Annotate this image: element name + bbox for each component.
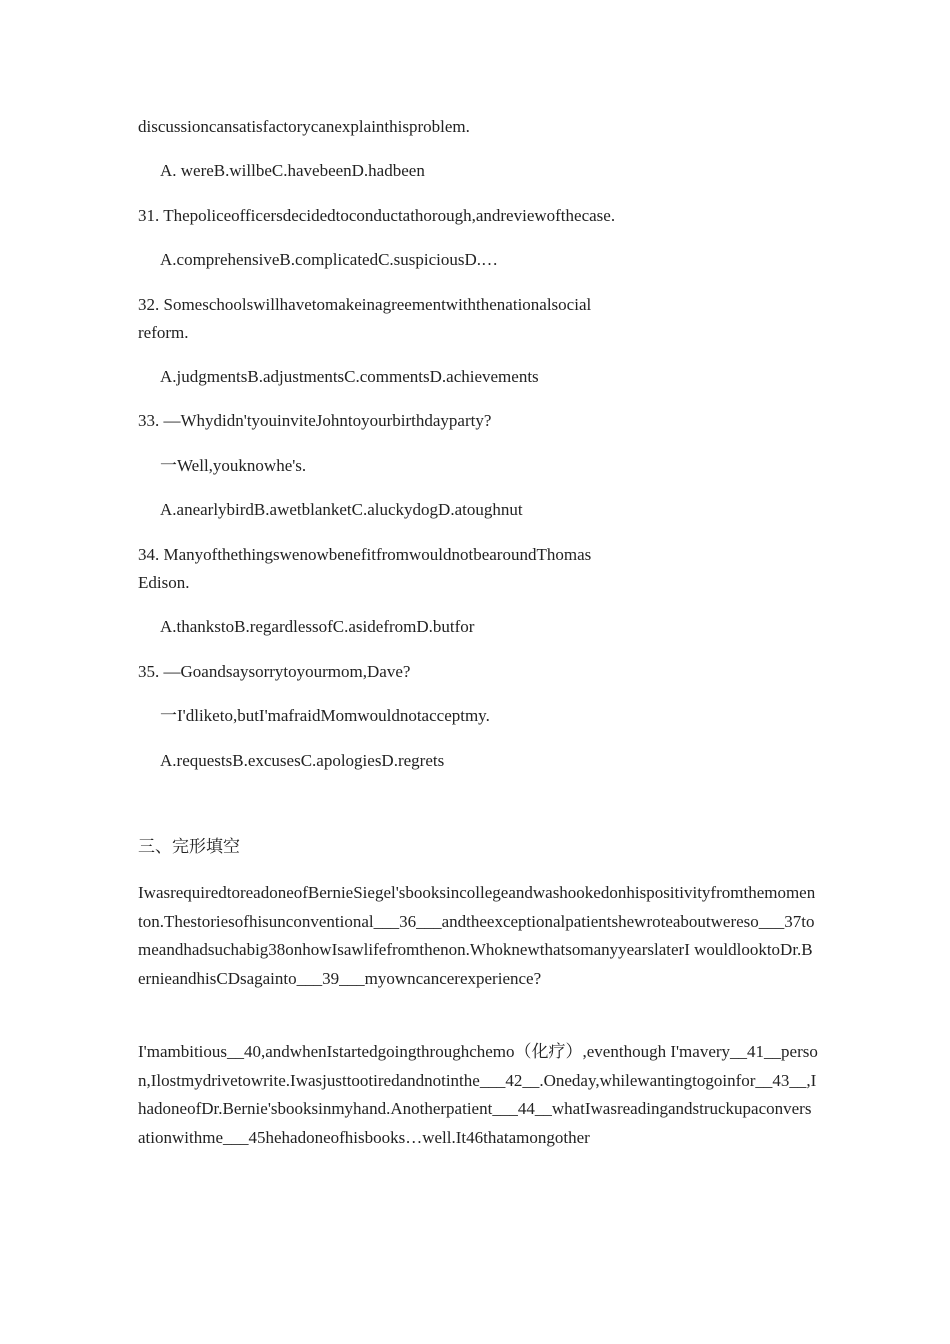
question-32-stem: 32. Someschoolswillhavetomakeinagreementwiththenationalsocial [138, 295, 592, 314]
question-35-options: A.requestsB.excusesC.apologiesD.regrets [160, 751, 445, 770]
question-33-options: A.anearlybirdB.awetblanketC.aluckydogD.atoughnut [160, 500, 523, 519]
question-31-options: A.comprehensiveB.complicatedC.suspiciousD.… [160, 250, 499, 269]
question-30-options: A. wereB.willbeC.havebeenD.hadbeen [160, 161, 425, 180]
question-32-stem-continued: reform. [138, 323, 189, 342]
question-35-stem: 35. —Goandsaysorrytoyourmom,Dave? [138, 662, 411, 681]
question-31-stem: 31. Thepoliceofficersdecidedtoconductathorough,andreviewofthecase. [138, 206, 616, 225]
question-34-options: A.thankstoB.regardlessofC.asidefromD.butfor [160, 617, 475, 636]
question-32-options: A.judgmentsB.adjustmentsC.commentsD.achievements [160, 367, 539, 386]
cloze-paragraph-2: I'mambitious__40,andwhenIstartedgoingthroughchemo（化疗）,eventhough I'mavery__41__person,Ilostmydrivetowrite.Iwasjusttootiredandnotinthe___42__.Oneday,whilewantingtogoinfor__43__,IhadoneofDr.Bernie'sbooksinmyhand.Anotherpatient___44__whatIwasreadingandstruckupaconversationwithme___45hehadoneofhisbooks…well.It46thatamongother [138, 1042, 818, 1147]
question-34-stem: 34. ManyofthethingswenowbenefitfromwouldnotbearoundThomas [138, 545, 592, 564]
question-30-stem-end: discussioncansatisfactorycanexplainthisproblem. [138, 117, 470, 136]
question-33-reply: 一Well,youknowhe's. [160, 456, 307, 475]
section-heading: 三、完形填空 [138, 837, 240, 857]
question-35-reply: 一I'dliketo,butI'mafraidMomwouldnotacceptmy. [160, 706, 490, 725]
question-34-stem-continued: Edison. [138, 573, 190, 592]
question-33-stem: 33. —Whydidn'tyouinviteJohntoyourbirthdayparty? [138, 411, 492, 430]
cloze-paragraph-1: IwasrequiredtoreadoneofBernieSiegel'sbooksincollegeandwashookedonhispositivityfromthemomenton.Thestoriesofhisunconventional___36___andtheexceptionalpatientshewroteaboutwereso___37tomeandhadsuchabig38onhowIsawlifefromthenon.WhoknewthatsomanyyearslaterI wouldlooktoDr.BernieandhisCDsagainto___39___myowncancerexperience? [138, 883, 816, 988]
